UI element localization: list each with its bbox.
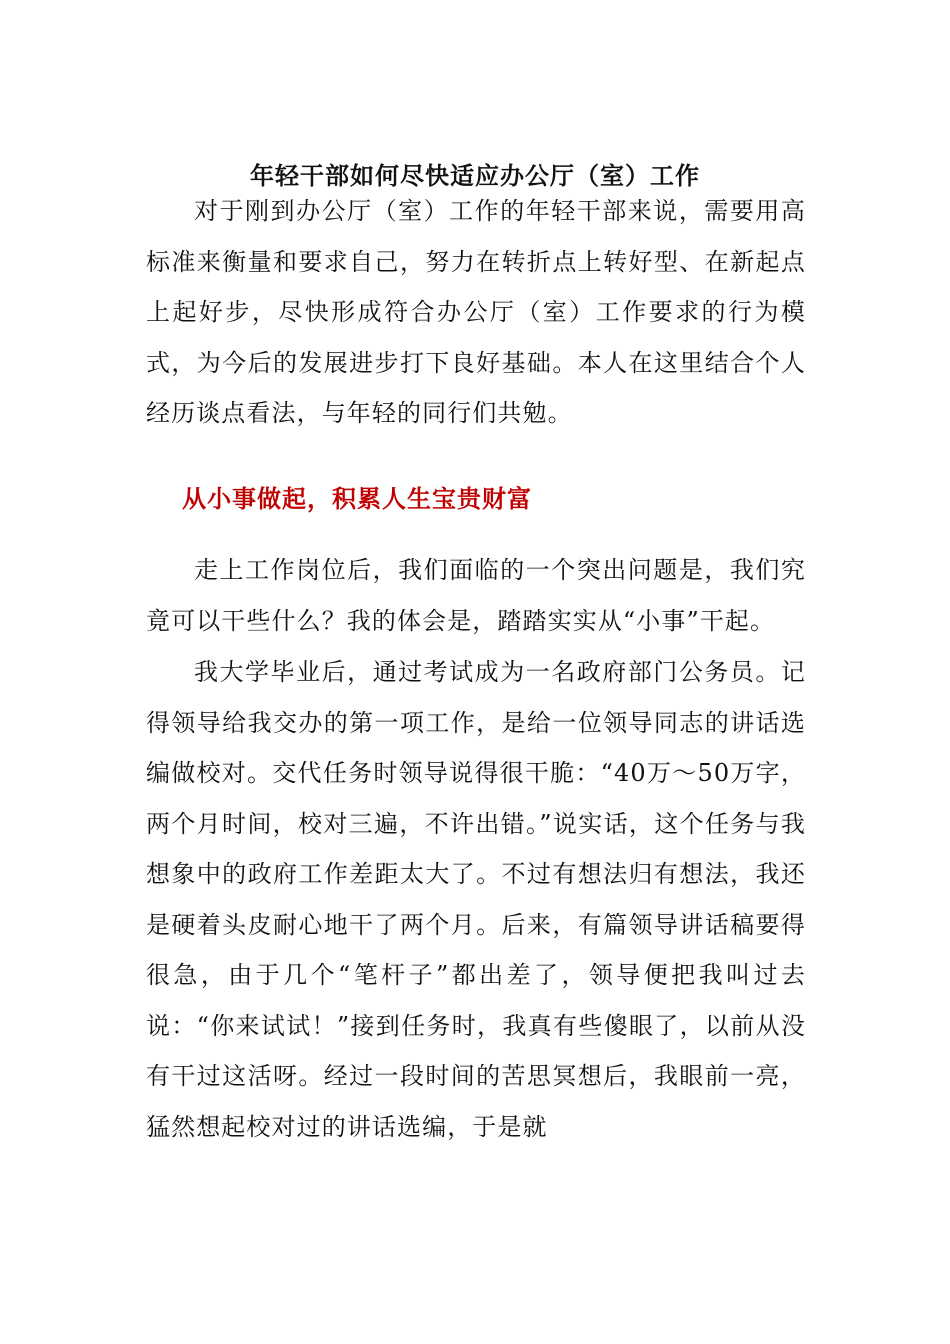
intro-paragraph: 对于刚到办公厅（室）工作的年轻干部来说，需要用高标准来衡量和要求自己，努力在转折点上转好型、在新起点上起好步，尽快形成符合办公厅（室）工作要求的行为模式，为今后的发展进步打下良好基础。本人在这里结合个人经历谈点看法，与年轻的同行们共勉。: [146, 197, 806, 427]
section-heading: 从小事做起，积累人生宝贵财富: [182, 484, 532, 513]
document-title: 年轻干部如何尽快适应办公厅（室）工作: [250, 162, 700, 190]
section-paragraph-1: 走上工作岗位后，我们面临的一个突出问题是，我们究竟可以干些什么？我的体会是，踏踏实实从“小事”干起。: [146, 556, 806, 635]
section-paragraph-2: 我大学毕业后，通过考试成为一名政府部门公务员。记得领导给我交办的第一项工作，是给一位领导同志的讲话选编做校对。交代任务时领导说得很干脆：“40万～50万字，两个月时间，校对三遍，不许出错。”说实话，这个任务与我想象中的政府工作差距太大了。不过有想法归有想法，我还是硬着头皮耐心地干了两个月。后来，有篇领导讲话稿要得很急，由于几个“笔杆子”都出差了，领导便把我叫过去说：“你来试试！”接到任务时，我真有些傻眼了，以前从没有干过这活呀。经过一段时间的苦思冥想后，我眼前一亮，猛然想起校对过的讲话选编，于是就: [146, 658, 806, 1141]
